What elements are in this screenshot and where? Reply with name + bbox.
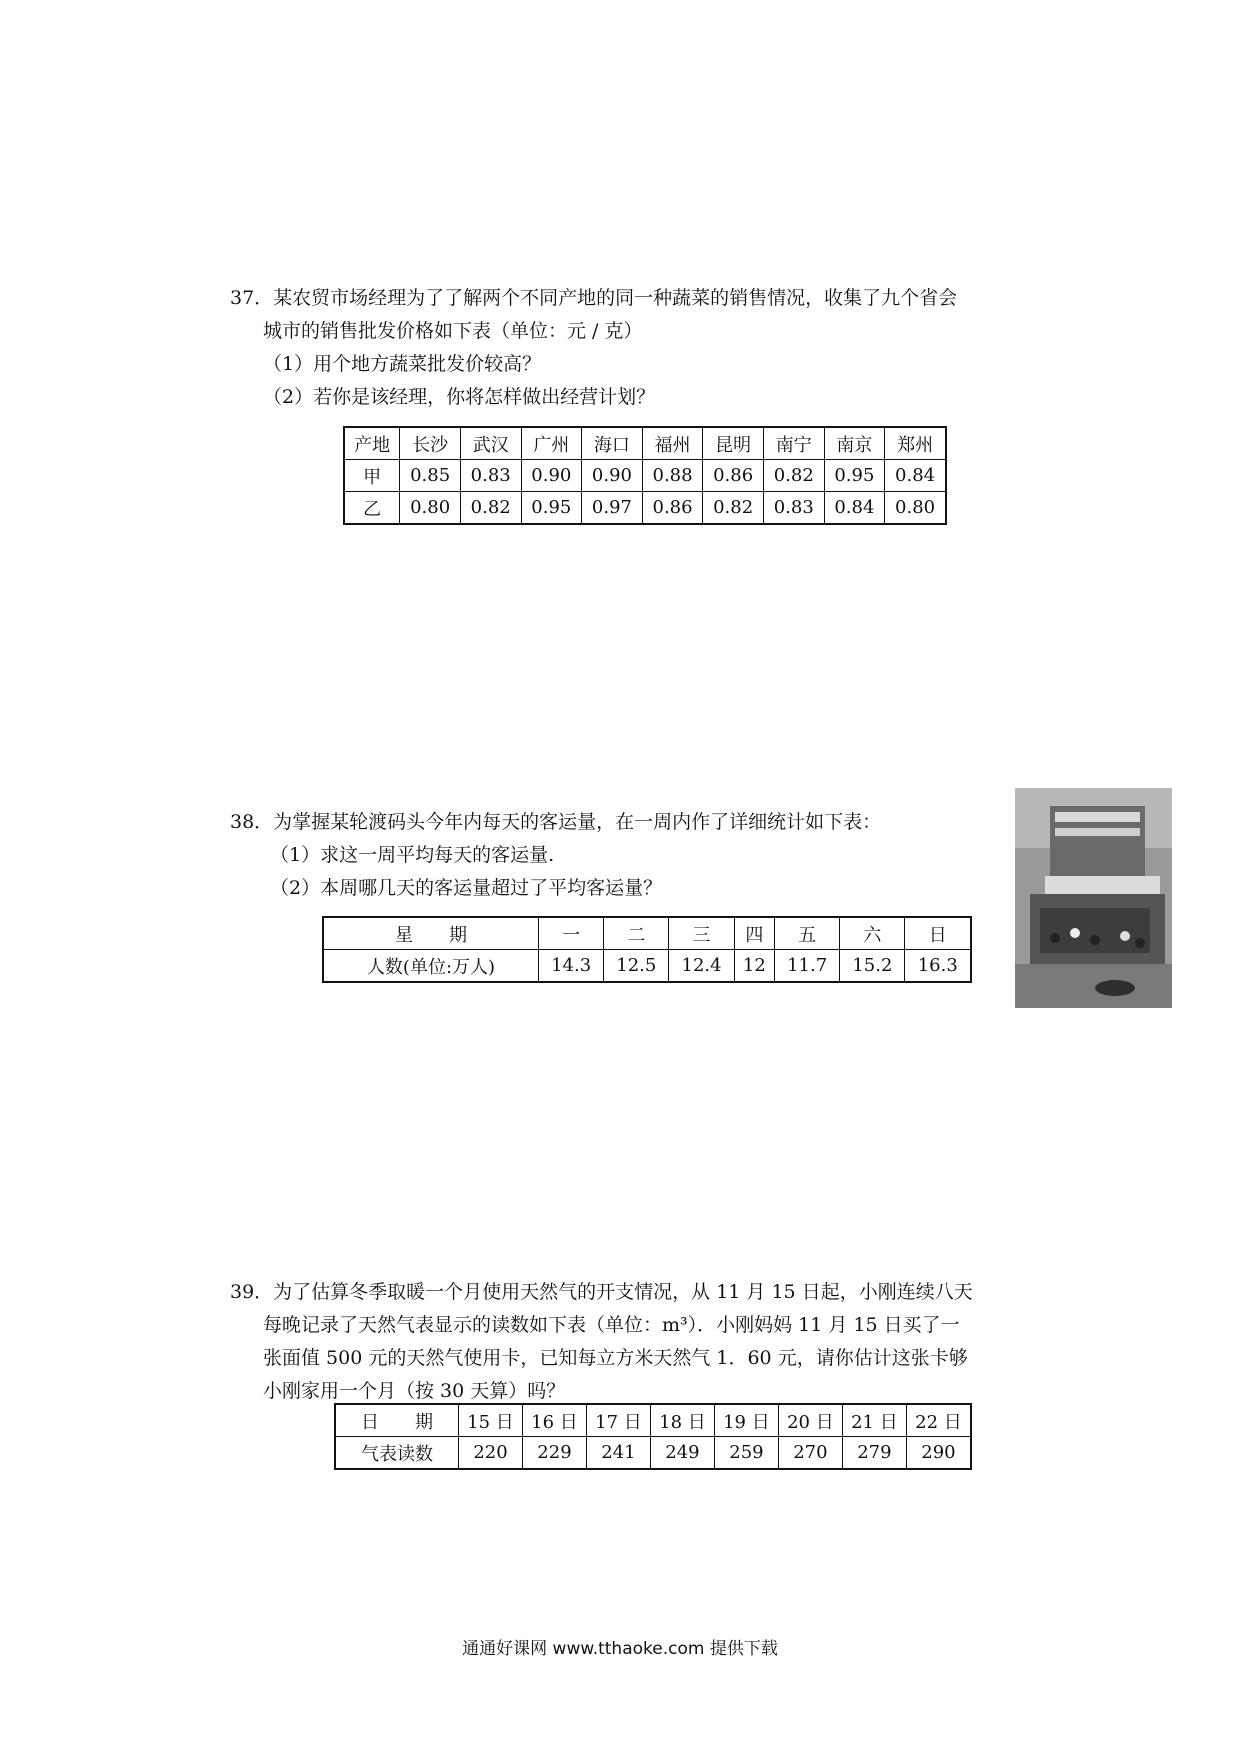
table-cell: 0.85 xyxy=(400,460,461,492)
table-cell: 249 xyxy=(650,1437,714,1470)
table-cell: 六 xyxy=(840,917,905,950)
table-cell: 海口 xyxy=(582,427,643,460)
table-cell: 12 xyxy=(734,950,774,983)
table-cell: 0.88 xyxy=(642,460,703,492)
table-cell: 昆明 xyxy=(703,427,764,460)
table-row xyxy=(344,460,946,492)
table-cell: 0.95 xyxy=(824,460,885,492)
table-cell: 12.5 xyxy=(604,950,669,983)
table-cell: 259 xyxy=(714,1437,778,1470)
table-cell: 人数(单位:万人) xyxy=(323,950,539,983)
table-cell: 0.80 xyxy=(885,492,946,525)
table-cell: 一 xyxy=(539,917,604,950)
table-cell: 0.82 xyxy=(703,492,764,525)
table-cell: 长沙 xyxy=(400,427,461,460)
problem-37-line2: 城市的销售批发价格如下表（单位：元 / 克） xyxy=(263,320,643,342)
table-cell: 四 xyxy=(734,917,774,950)
table-cell: 0.86 xyxy=(703,460,764,492)
table-cell: 南宁 xyxy=(763,427,824,460)
table-cell: 气表读数 xyxy=(335,1437,459,1470)
problem-38-line1: 38．为掌握某轮渡码头今年内每天的客运量，在一周内作了详细统计如下表： xyxy=(230,811,882,833)
table-cell: 日 期 xyxy=(335,1404,459,1437)
table-row xyxy=(344,492,946,525)
table-row xyxy=(344,427,946,460)
table-cell: 279 xyxy=(842,1437,906,1470)
table-cell: 0.86 xyxy=(642,492,703,525)
table-cell: 15.2 xyxy=(840,950,905,983)
problem-37-sub1: （1）用个地方蔬菜批发价较高？ xyxy=(263,353,542,375)
table-cell: 二 xyxy=(604,917,669,950)
table-cell: 0.80 xyxy=(400,492,461,525)
table-cell: 17 日 xyxy=(586,1404,650,1437)
problem-38-sub2: （2）本周哪几天的客运量超过了平均客运量？ xyxy=(270,877,663,899)
table-cell: 武汉 xyxy=(460,427,521,460)
problem-39-line2: 每晚记录了天然气表显示的读数如下表（单位：m³）．小刚妈妈 11 月 15 日买了一 xyxy=(263,1314,960,1336)
table-row xyxy=(335,1437,971,1470)
table-cell: 19 日 xyxy=(714,1404,778,1437)
table-cell: 五 xyxy=(775,917,840,950)
table-cell: 广州 xyxy=(521,427,582,460)
table-cell: 0.95 xyxy=(521,492,582,525)
table-cell: 16 日 xyxy=(522,1404,586,1437)
problem-39 xyxy=(230,1276,1060,1408)
passenger-table xyxy=(322,916,972,983)
table-cell: 22 日 xyxy=(906,1404,971,1437)
table-cell: 0.82 xyxy=(460,492,521,525)
table-cell: 220 xyxy=(459,1437,523,1470)
problem-39-line3: 张面值 500 元的天然气使用卡，已知每立方米天然气 1．60 元，请你估计这张卡够 xyxy=(263,1347,968,1369)
problem-37 xyxy=(230,282,1060,414)
table-cell: 16.3 xyxy=(905,950,971,983)
footer: 通通好课网 www.tthaoke.com 提供下载 xyxy=(462,1639,778,1659)
table-row xyxy=(335,1404,971,1437)
table-cell: 0.97 xyxy=(582,492,643,525)
problem-37-line1: 37．某农贸市场经理为了了解两个不同产地的同一种蔬菜的销售情况，收集了九个省会 xyxy=(230,287,958,309)
ferry-photo xyxy=(1015,788,1172,1008)
table-cell: 11.7 xyxy=(775,950,840,983)
table-cell: 南京 xyxy=(824,427,885,460)
table-cell: 三 xyxy=(669,917,734,950)
table-cell: 星 期 xyxy=(323,917,539,950)
table-cell: 0.90 xyxy=(582,460,643,492)
ferry-image-icon xyxy=(1015,788,1172,1008)
table-row xyxy=(323,917,971,950)
table-cell: 0.84 xyxy=(824,492,885,525)
table-cell: 0.90 xyxy=(521,460,582,492)
table-cell: 乙 xyxy=(344,492,400,525)
problem-37-sub2: （2）若你是该经理，你将怎样做出经营计划？ xyxy=(263,386,656,408)
table-cell: 14.3 xyxy=(539,950,604,983)
table-cell: 福州 xyxy=(642,427,703,460)
price-table xyxy=(343,426,947,525)
table-cell: 产地 xyxy=(344,427,400,460)
table-cell: 日 xyxy=(905,917,971,950)
table-cell: 0.83 xyxy=(763,492,824,525)
table-cell: 290 xyxy=(906,1437,971,1470)
table-cell: 0.83 xyxy=(460,460,521,492)
table-cell: 0.82 xyxy=(763,460,824,492)
table-cell: 270 xyxy=(778,1437,842,1470)
table-cell: 20 日 xyxy=(778,1404,842,1437)
table-cell: 229 xyxy=(522,1437,586,1470)
table-cell: 241 xyxy=(586,1437,650,1470)
table-cell: 18 日 xyxy=(650,1404,714,1437)
table-cell: 0.84 xyxy=(885,460,946,492)
gas-meter-table xyxy=(334,1403,972,1470)
table-cell: 12.4 xyxy=(669,950,734,983)
table-row xyxy=(323,950,971,983)
problem-38-sub1: （1）求这一周平均每天的客运量. xyxy=(270,844,555,866)
table-cell: 甲 xyxy=(344,460,400,492)
problem-39-line4: 小刚家用一个月（按 30 天算）吗？ xyxy=(263,1380,566,1402)
problem-38 xyxy=(230,806,990,905)
table-cell: 15 日 xyxy=(459,1404,523,1437)
table-cell: 郑州 xyxy=(885,427,946,460)
table-cell: 21 日 xyxy=(842,1404,906,1437)
problem-39-line1: 39．为了估算冬季取暖一个月使用天然气的开支情况，从 11 月 15 日起，小刚连续八天 xyxy=(230,1281,973,1303)
